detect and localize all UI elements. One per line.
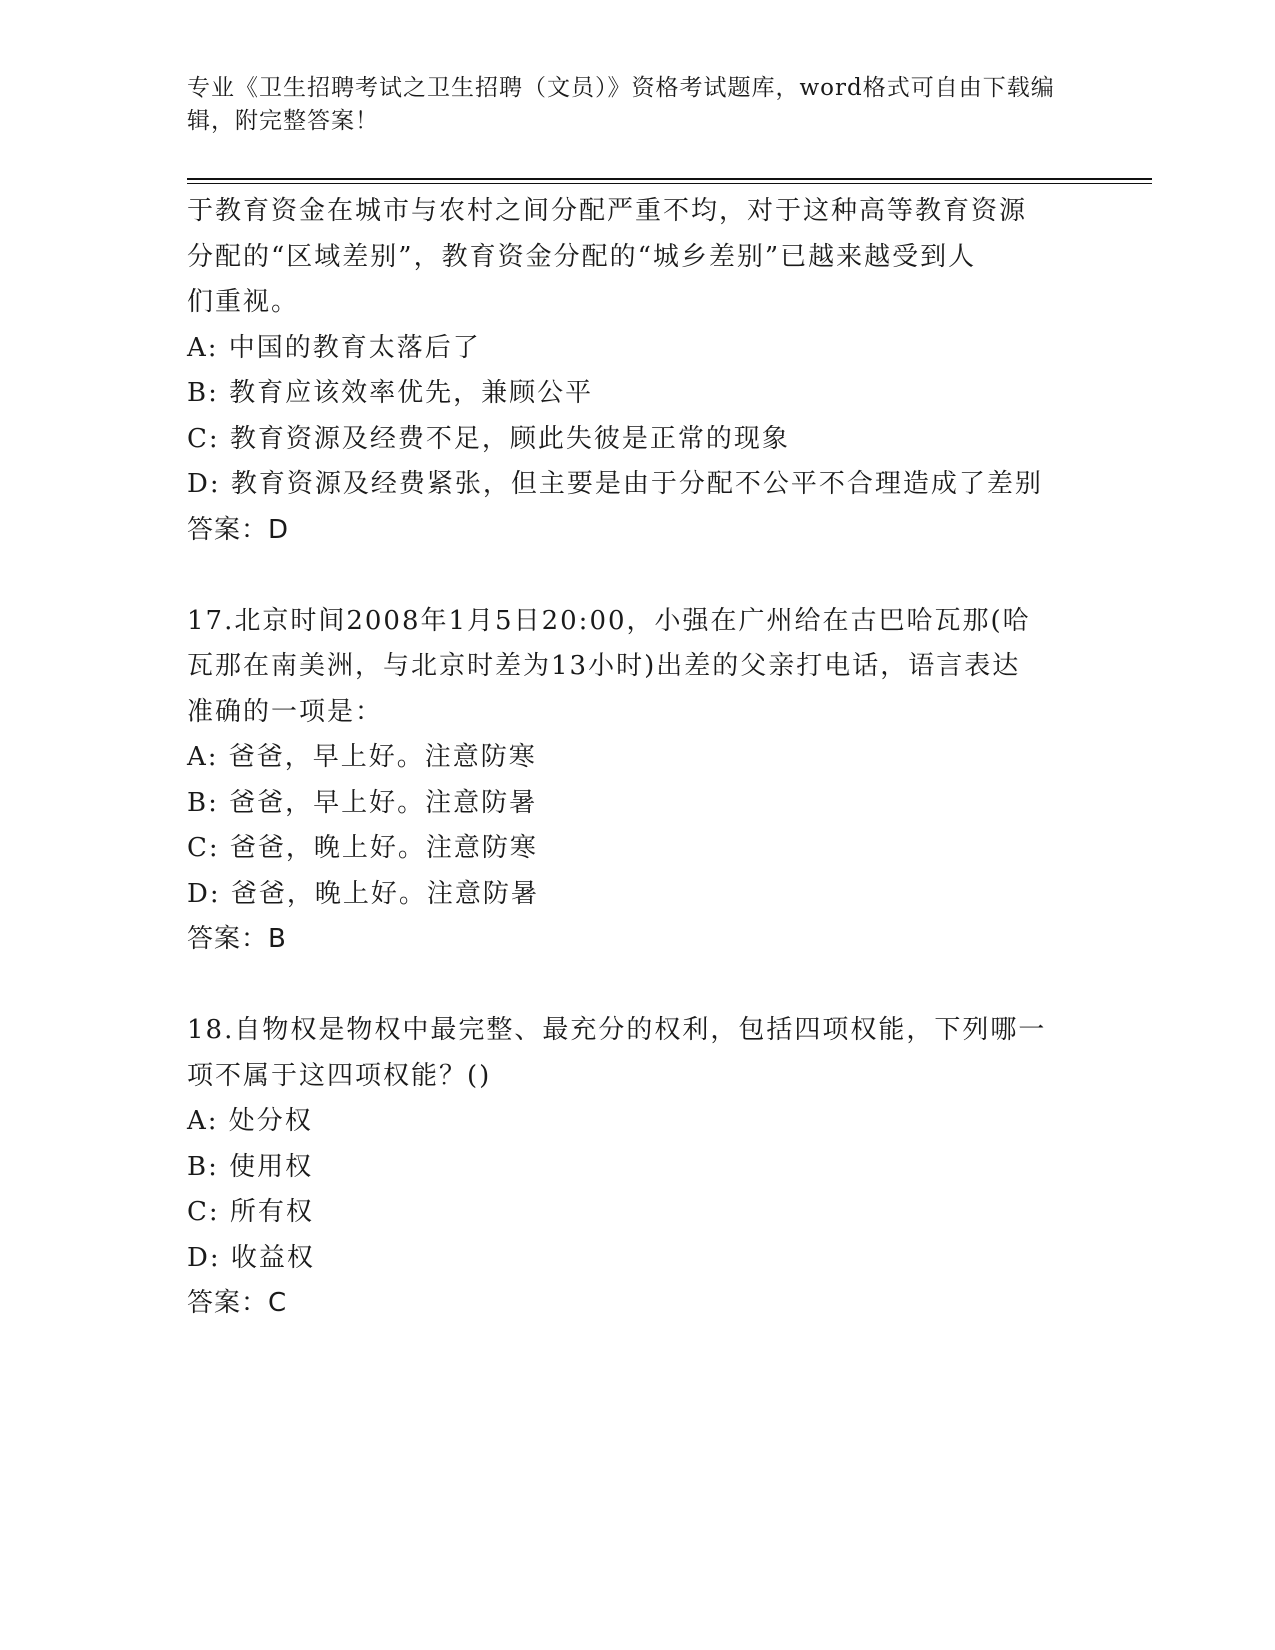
question-text-line: 17.北京时间2008年1月5日20:00，小强在广州给在古巴哈瓦那(哈 [187, 605, 1031, 636]
spacer [187, 963, 1087, 1009]
answer-line: 答案：D [187, 514, 290, 545]
header-rule-thick [187, 178, 1152, 182]
question-continued [187, 189, 1087, 553]
option-a: A: 爸爸，早上好。注意防寒 [187, 742, 537, 772]
option-c: C: 所有权 [187, 1197, 314, 1227]
spacer [187, 553, 1087, 599]
question-text-line: 准确的一项是： [187, 696, 384, 727]
question-17 [187, 599, 1087, 963]
question-text-line: 于教育资金在城市与农村之间分配严重不均，对于这种高等教育资源 [187, 196, 1028, 226]
question-text-line: 18.自物权是物权中最完整、最充分的权利，包括四项权能，下列哪一 [187, 1015, 1047, 1045]
question-text-line: 瓦那在南美洲，与北京时差为13小时)出差的父亲打电话，语言表达 [187, 651, 1021, 681]
question-18 [187, 1008, 1087, 1327]
option-b: B: 使用权 [187, 1151, 314, 1182]
document-body [187, 189, 1087, 1327]
question-text-line: 们重视。 [187, 287, 300, 317]
option-c: C: 教育资源及经费不足，顾此失彼是正常的现象 [187, 423, 790, 454]
option-d: D: 爸爸，晚上好。注意防暑 [187, 878, 539, 909]
answer-line: 答案：C [187, 1288, 288, 1318]
option-d: D: 收益权 [187, 1242, 315, 1273]
question-text-line: 项不属于这四项权能？() [187, 1060, 492, 1091]
option-b: B: 教育应该效率优先，兼顾公平 [187, 378, 594, 408]
option-a: A: 中国的教育太落后了 [187, 332, 481, 363]
answer-line: 答案：B [187, 924, 287, 954]
option-c: C: 爸爸，晚上好。注意防寒 [187, 833, 538, 863]
page-header: 专业《卫生招聘考试之卫生招聘（文员）》资格考试题库，word格式可自由下载编辑，附完整答案！ [187, 75, 1055, 134]
header-rule-thin [187, 183, 1152, 185]
option-b: B: 爸爸，早上好。注意防暑 [187, 787, 538, 818]
option-a: A: 处分权 [187, 1106, 313, 1136]
question-text-line: 分配的“区域差别”，教育资金分配的“城乡差别”已越来越受到人 [187, 241, 977, 272]
option-d: D: 教育资源及经费紧张，但主要是由于分配不公平不合理造成了差别 [187, 469, 1043, 499]
